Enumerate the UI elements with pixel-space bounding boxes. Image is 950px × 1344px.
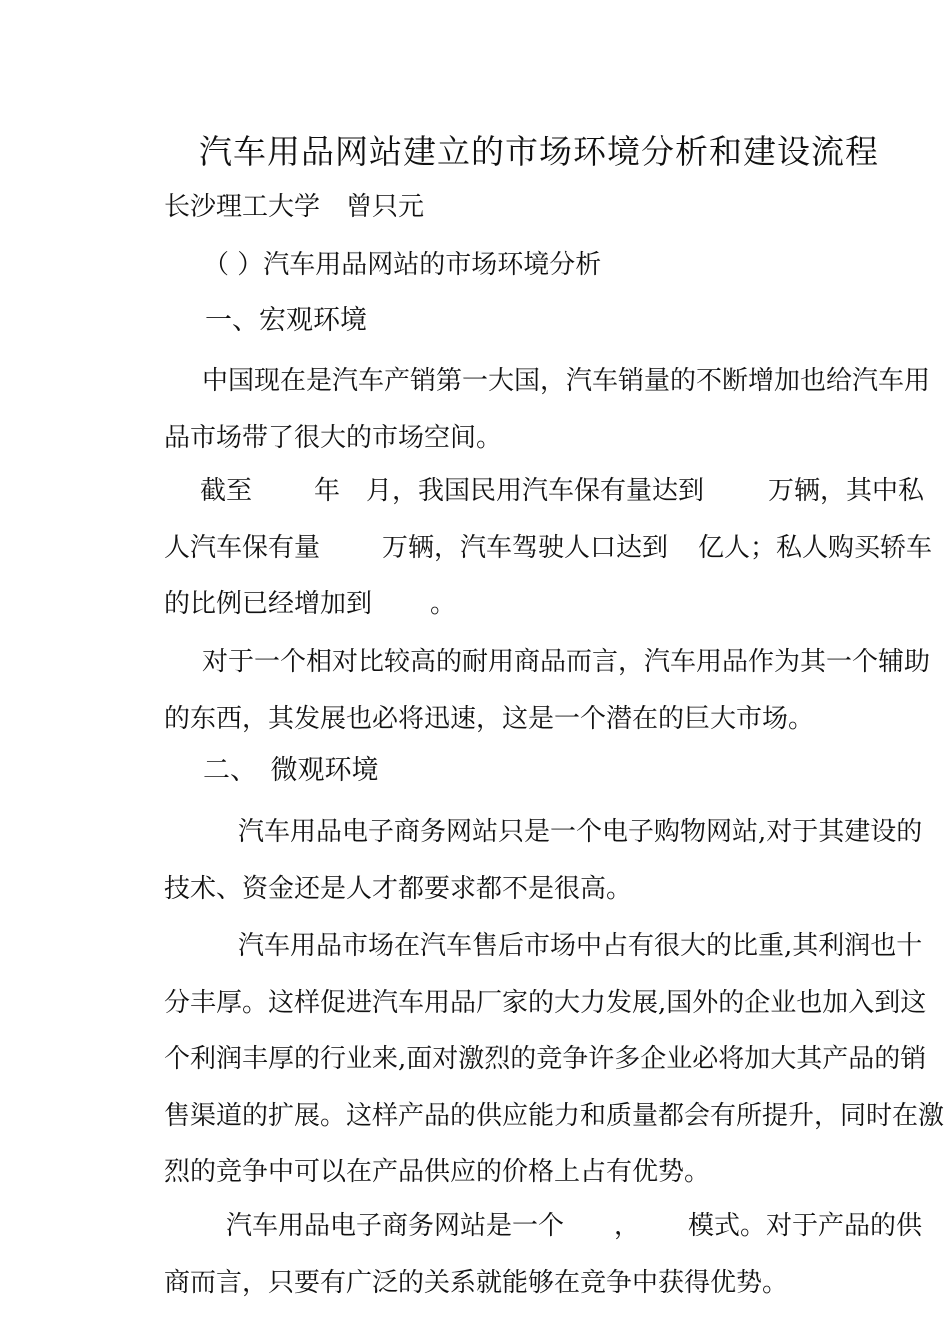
paragraph-6 [164,1198,923,1311]
paragraph-2 [164,463,933,633]
p2-text-d: 万辆，其中私 [768,476,925,506]
p6-text-a: 汽车用品电子商务网站是一个 [226,1211,565,1241]
heading-macro-environment: 一、宏观环境 [205,305,367,336]
p2-text-e: 人汽车保有量 [164,532,321,563]
p2-text-c: 月，我国民用汽车保有量达到 [366,476,705,506]
p2-text-f: 万辆，汽车驾驶人口达到 [382,532,669,563]
paragraph-3-line-2: 的东西，其发展也必将迅速，这是一个潜在的巨大市场。 [164,703,815,734]
p2-text-i: 。 [430,589,457,619]
p2-text-g: 亿人；私人购买轿车 [698,532,933,563]
paragraph-5-line-4: 售渠道的扩展。这样产品的供应能力和质量都会有所提升，同时在激 [164,1100,945,1131]
paragraph-5-line-5: 烈的竞争中可以在产品供应的价格上占有优势。 [164,1157,711,1187]
paragraph-4-line-1: 汽车用品电子商务网站只是一个电子购物网站,对于其建设的 [238,817,923,847]
paragraph-3 [164,634,931,747]
paragraph-6-line-1 [164,1198,923,1255]
paragraph-4-line-2: 技术、资金还是人才都要求都不是很高。 [164,873,633,904]
paragraph-4 [164,804,923,917]
document-title: 汽车用品网站建立的市场环境分析和建设流程 [199,132,879,171]
p6-text-c: 模式。对于产品的供 [688,1211,923,1241]
p6-text-b: ， [614,1211,641,1241]
paragraph-5 [164,918,945,1201]
paragraph-3-line-1: 对于一个相对比较高的耐用商品而言，汽车用品作为其一个辅助 [202,647,931,677]
paragraph-1-line-2: 品市场带了很大的市场空间。 [164,422,503,453]
paragraph-5-line-3: 个利润丰厚的行业来,面对激烈的竞争许多企业必将加大其产品的销 [164,1044,927,1074]
heading-micro-environment: 二、 微观环境 [203,755,379,786]
paragraph-2-line-1 [164,463,925,520]
paragraph-6-line-2: 商而言，只要有广泛的关系就能够在竞争中获得优势。 [164,1267,789,1298]
paragraph-1 [164,353,931,466]
author-line: 长沙理工大学 曾只元 [164,192,425,222]
paragraph-2-line-2 [164,520,933,577]
p2-text-a: 截至 [200,476,253,506]
p2-text-b: 年 [314,476,341,506]
paragraph-5-line-2: 分丰厚。这样促进汽车用品厂家的大力发展,国外的企业也加入到这 [164,987,927,1018]
paragraph-1-line-1: 中国现在是汽车产销第一大国，汽车销量的不断增加也给汽车用 [202,366,931,396]
section-intro: （ ）汽车用品网站的市场环境分析 [203,250,602,280]
paragraph-2-line-3 [164,576,914,633]
p2-text-h: 的比例已经增加到 [164,589,373,619]
paragraph-5-line-1: 汽车用品市场在汽车售后市场中占有很大的比重,其利润也十 [238,931,923,961]
